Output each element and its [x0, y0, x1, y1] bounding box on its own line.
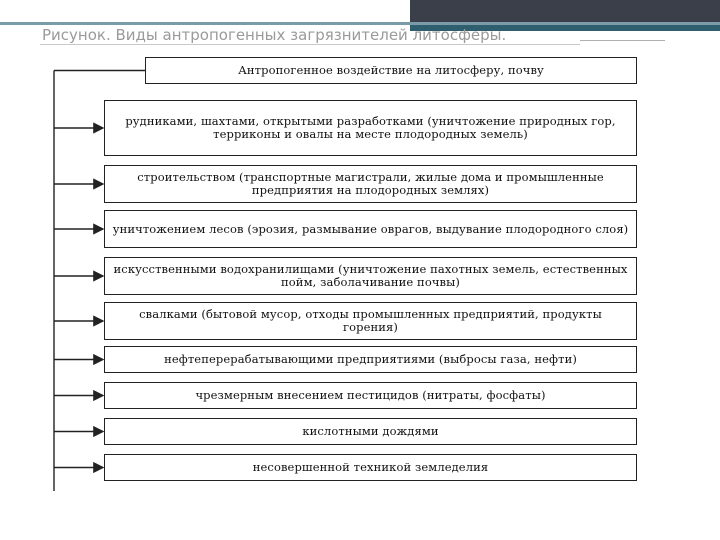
item-label-4: искусственными водохранилищами (уничтожение пахотных земель, естественных пойм, заболачивание почвы)	[113, 262, 628, 289]
item-box-6	[104, 346, 637, 373]
item-box-1	[104, 100, 637, 156]
item-label-5: свалками (бытовой мусор, отходы промышленных предприятий, продукты горения)	[139, 307, 602, 334]
item-label-6: нефтеперерабатывающими предприятиями (выбросы газа, нефти)	[164, 352, 577, 366]
item-box-8	[104, 418, 637, 445]
figure-caption: Рисунок. Виды антропогенных загрязнителей литосферы.	[42, 26, 507, 44]
item-box-5	[104, 302, 637, 340]
item-box-9	[104, 454, 637, 481]
item-label-7: чрезмерным внесением пестицидов (нитраты, фосфаты)	[195, 388, 546, 402]
item-box-3	[104, 210, 637, 248]
root-box	[145, 57, 637, 84]
item-label-1: рудниками, шахтами, открытыми разработками (уничтожение природных гор, терриконы и овалы на месте плодородных земель)	[125, 114, 616, 141]
root-label: Антропогенное воздействие на литосферу, почву	[238, 63, 544, 77]
item-label-9: несовершенной техникой земледелия	[252, 460, 489, 474]
item-label-8: кислотными дождями	[302, 424, 439, 438]
item-box-4	[104, 257, 637, 295]
item-label-2: строительством (транспортные магистрали, жилые дома и промышленные предприятия на плодородных землях)	[137, 170, 604, 197]
item-box-2	[104, 165, 637, 203]
item-label-3: уничтожением лесов (эрозия, размывание оврагов, выдувание плодородного слоя)	[112, 221, 629, 236]
item-box-7	[104, 382, 637, 409]
